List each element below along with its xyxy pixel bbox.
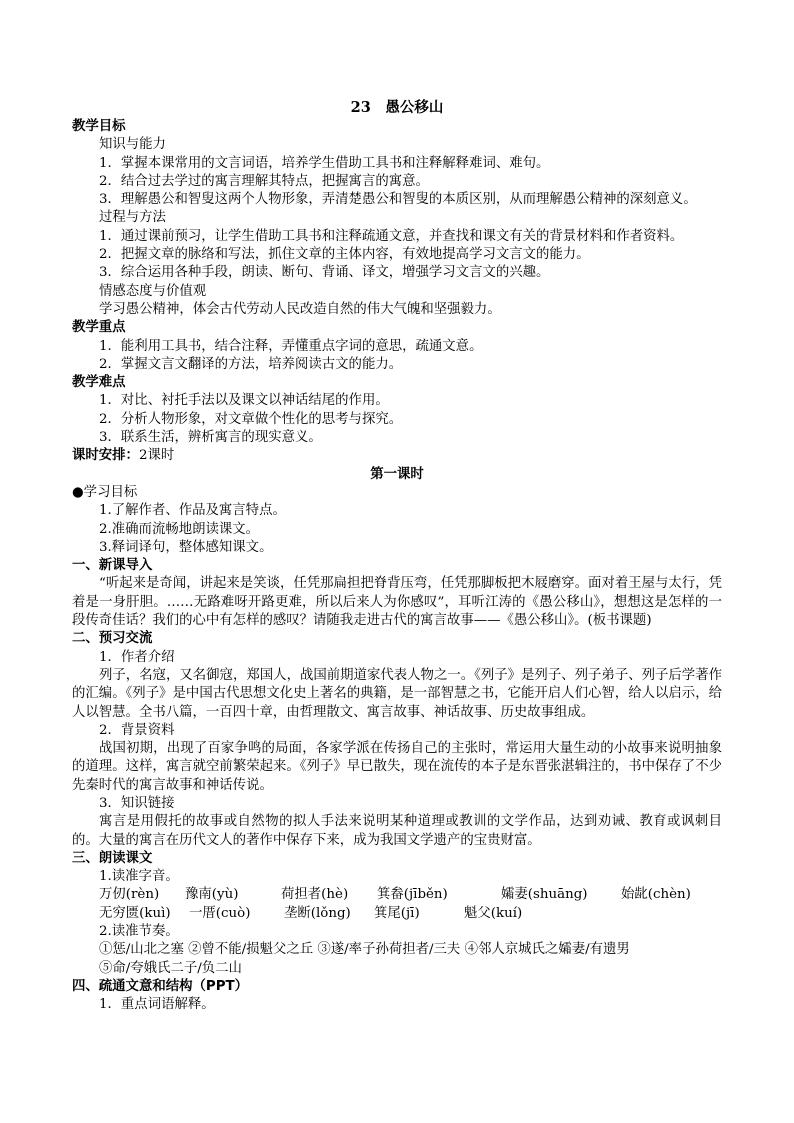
pinyin-word: 万仞(rèn) — [99, 887, 160, 903]
pinyin-word: 一厝(cuò) — [189, 905, 251, 921]
hours-value: 2课时 — [138, 448, 175, 464]
key-heading: 教学重点 — [72, 320, 126, 336]
difficulty-item: 1．对比、衬托手法以及课文以神话结尾的作用。 — [99, 393, 389, 409]
knowledge-heading: 知识与能力 — [99, 137, 166, 153]
pinyin-word: 魁父(kuí) — [464, 905, 523, 921]
section1-heading: 一、新课导入 — [72, 558, 153, 574]
pinyin-word: 垄断(lǒng) — [284, 905, 351, 921]
pinyin-word: 无穷匮(kuì) — [99, 905, 171, 921]
link-heading: 3．知识链接 — [99, 795, 175, 811]
author-paragraph: 列子，名寇，又名御寇，郑国人，战国前期道家代表人物之一。《列子》是列子、列子弟子、列子后学著作的汇编。《列子》是中国古代思想文化史上著名的典籍，是一部智慧之书，它能开启人们心智，给人以启示，给人以智慧。全书八篇，一百四十章，由哲理散文、寓言故事、神话故事、历史故事组成。 — [72, 667, 722, 720]
section2-heading: 二、预习交流 — [72, 631, 153, 647]
difficulty-heading: 教学难点 — [72, 375, 126, 391]
emotion-heading: 情感态度与价值观 — [99, 283, 207, 299]
pinyin-word: 孀妻(shuāng) — [501, 887, 588, 903]
difficulty-item: 2．分析人物形象，对文章做个性化的思考与探究。 — [99, 411, 403, 427]
pinyin-row — [72, 905, 722, 923]
section3-heading: 三、朗读课文 — [72, 850, 153, 866]
document-page — [72, 98, 722, 1015]
section4-item: 1．重点词语解释。 — [99, 997, 215, 1013]
read-rhythm: 2.读准节奏。 — [99, 924, 179, 940]
section4-heading: 四、疏通文意和结构（PPT） — [72, 978, 249, 994]
goals-heading: 教学目标 — [72, 119, 126, 134]
knowledge-item: 2．结合过去学过的寓言理解其特点，把握寓言的寓意。 — [99, 173, 429, 189]
pinyin-word: 豫南(yù) — [185, 887, 239, 903]
rhythm-line: ①惩/山北之塞 ②曾不能/损魁父之丘 ③遂/率子孙荷担者/三夫 ④邻人京城氏之孀妻/有遗男 — [99, 942, 630, 958]
pinyin-word: 箕畚(jīběn) — [377, 887, 448, 903]
objective-item: 3.释词译句，整体感知课文。 — [99, 539, 273, 555]
hours-label: 课时安排： — [72, 448, 139, 464]
hours-line — [72, 447, 722, 465]
objective-item: 1.了解作者、作品及寓言特点。 — [99, 503, 286, 519]
process-item: 1．通过课前预习，让学生借助工具书和注释疏通文意，并查找和课文有关的背景材料和作者资料。 — [99, 228, 684, 244]
objective-heading: ●学习目标 — [72, 484, 138, 500]
pinyin-word: 荷担者(hè) — [281, 887, 349, 903]
process-item: 3．综合运用各种手段，朗读、断句、背诵、译文，增强学习文言文的兴趣。 — [99, 265, 550, 281]
emotion-text: 学习愚公精神，体会古代劳动人民改造自然的伟大气魄和坚强毅力。 — [99, 301, 501, 317]
key-item: 2．掌握文言文翻译的方法，培养阅读古文的能力。 — [99, 356, 403, 372]
pinyin-word: 始龀(chèn) — [621, 887, 691, 903]
intro-paragraph: “听起来是奇闻，讲起来是笑谈，任凭那扁担把脊背压弯，任凭那脚板把木屐磨穿。面对着王屋与太行，凭着是一身肝胆。……无路难呀开路更难，所以后来人为你感叹”，耳听江涛的《愚公移山》，想想这是怎样的一段传奇佳话？我们的心中有怎样的感叹？请随我走进古代的寓言故事——《愚公移山》。(板书课题) — [72, 576, 722, 629]
page-title: 23 愚公移山 — [350, 99, 444, 116]
author-heading: 1．作者介绍 — [99, 649, 175, 665]
pinyin-row — [72, 886, 722, 904]
knowledge-item: 1．掌握本课常用的文言词语，培养学生借助工具书和注释解释难词、难句。 — [99, 155, 550, 171]
key-item: 1．能利用工具书，结合注释，弄懂重点字词的意思，疏通文意。 — [99, 338, 483, 354]
process-heading: 过程与方法 — [99, 210, 166, 226]
objective-item: 2.准确而流畅地朗读课文。 — [99, 521, 260, 537]
read-pronunciation: 1.读准字音。 — [99, 869, 179, 885]
process-item: 2．把握文章的脉络和写法，抓住文章的主体内容，有效地提高学习文言文的能力。 — [99, 247, 590, 263]
background-paragraph: 战国初期，出现了百家争鸣的局面，各家学派在传扬自己的主张时，常运用大量生动的小故事来说明抽象的道理。这样，寓言就空前繁荣起来。《列子》早已散失，现在流传的本子是东晋张湛辑注的，书中保存了不少先秦时代的寓言故事和神话传说。 — [72, 741, 722, 793]
lesson-heading: 第一课时 — [370, 466, 424, 482]
knowledge-item: 3．理解愚公和智叟这两个人物形象，弄清楚愚公和智叟的本质区别，从而理解愚公精神的深刻意义。 — [99, 192, 697, 208]
rhythm-line: ⑤命/夸娥氏二子/负二山 — [99, 960, 242, 976]
background-heading: 2．背景资料 — [99, 722, 175, 738]
link-paragraph: 寓言是用假托的故事或自然物的拟人手法来说明某种道理或教训的文学作品，达到劝诫、教育或讽刺目的。大量的寓言在历代文人的著作中保存下来，成为我国文学遗产的宝贵财富。 — [72, 814, 722, 848]
difficulty-item: 3．联系生活，辨析寓言的现实意义。 — [99, 430, 322, 446]
pinyin-word: 箕尾(jī) — [374, 905, 420, 921]
